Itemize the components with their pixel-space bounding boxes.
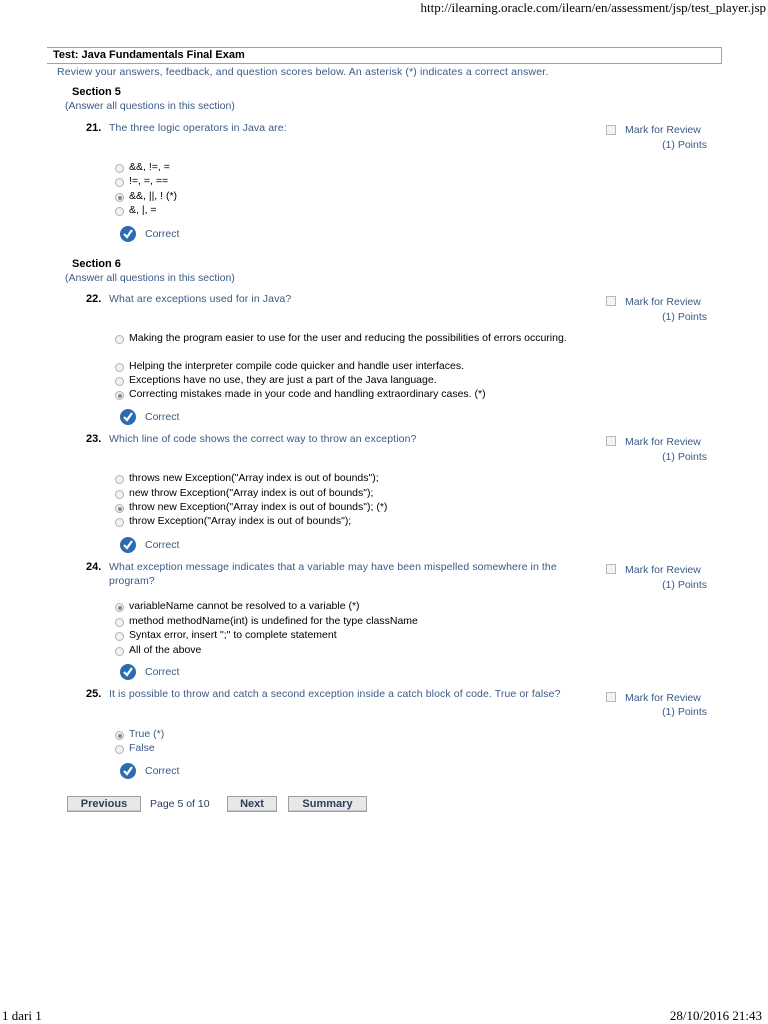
option-label: Syntax error, insert ";" to complete statement: [129, 629, 337, 641]
option-radio[interactable]: [115, 475, 124, 484]
correct-check-icon: [120, 664, 136, 680]
question-text: It is possible to throw and catch a second exception inside a catch block of code. True or false?: [109, 688, 561, 700]
option-label: &&, !=, =: [129, 161, 170, 173]
section-title: Section 5: [72, 86, 121, 98]
result-label: Correct: [145, 539, 180, 551]
question-number: 24.: [86, 561, 102, 573]
option-label: throw new Exception("Array index is out of bounds"); (*): [129, 501, 388, 513]
option-radio[interactable]: [115, 518, 124, 527]
question-text: Which line of code shows the correct way to throw an exception?: [109, 433, 417, 445]
exam-intro: Review your answers, feedback, and question scores below. An asterisk (*) indicates a correct answer.: [57, 66, 549, 78]
result-label: Correct: [145, 228, 180, 240]
option-radio-selected[interactable]: [115, 193, 124, 202]
option-radio[interactable]: [115, 207, 124, 216]
option-label: throw Exception("Array index is out of bounds");: [129, 515, 352, 527]
option-radio[interactable]: [115, 647, 124, 656]
result-label: Correct: [145, 411, 180, 423]
option-radio-selected[interactable]: [115, 391, 124, 400]
question-points: (1) Points: [662, 311, 707, 323]
exam-title-bar: [47, 47, 722, 64]
option-radio[interactable]: [115, 335, 124, 344]
correct-check-icon: [120, 537, 136, 553]
summary-button[interactable]: Summary: [288, 796, 367, 812]
question-text: What exception message indicates that a variable may have been mispelled somewhere in the program?: [109, 561, 557, 587]
question-points: (1) Points: [662, 706, 707, 718]
question-points: (1) Points: [662, 451, 707, 463]
question-points: (1) Points: [662, 579, 707, 591]
option-label: Making the program easier to use for the user and reducing the possibilities of errors occuring.: [129, 332, 567, 344]
correct-check-icon: [120, 409, 136, 425]
option-label: All of the above: [129, 644, 202, 656]
option-radio[interactable]: [115, 618, 124, 627]
option-radio[interactable]: [115, 745, 124, 754]
option-radio[interactable]: [115, 363, 124, 372]
exam-title: Test: Java Fundamentals Final Exam: [53, 49, 245, 61]
mark-for-review-checkbox[interactable]: [606, 692, 616, 702]
option-label: False: [129, 742, 155, 754]
option-radio-selected[interactable]: [115, 504, 124, 513]
option-radio-selected[interactable]: [115, 603, 124, 612]
mark-for-review-label: Mark for Review: [625, 296, 701, 308]
option-label: &, |, =: [129, 204, 157, 216]
mark-for-review-checkbox[interactable]: [606, 564, 616, 574]
option-radio[interactable]: [115, 178, 124, 187]
result-label: Correct: [145, 765, 180, 777]
previous-button[interactable]: Previous: [67, 796, 141, 812]
print-datetime: 28/10/2016 21:43: [669, 1008, 762, 1023]
correct-check-icon: [120, 763, 136, 779]
mark-for-review-label: Mark for Review: [625, 692, 701, 704]
section-title: Section 6: [72, 258, 121, 270]
mark-for-review-checkbox[interactable]: [606, 125, 616, 135]
page-url: http://ilearning.oracle.com/ilearn/en/assessment/jsp/test_player.jsp: [420, 0, 766, 15]
option-label: new throw Exception("Array index is out of bounds");: [129, 487, 374, 499]
question-text: What are exceptions used for in Java?: [109, 293, 292, 305]
option-label: &&, ||, ! (*): [129, 190, 178, 202]
option-radio[interactable]: [115, 164, 124, 173]
question-number: 22.: [86, 293, 102, 305]
correct-check-icon: [120, 226, 136, 242]
mark-for-review-label: Mark for Review: [625, 564, 701, 576]
next-button[interactable]: Next: [227, 796, 277, 812]
page-indicator: Page 5 of 10: [150, 798, 210, 810]
question-points: (1) Points: [662, 139, 707, 151]
option-label: Helping the interpreter compile code quicker and handle user interfaces.: [129, 360, 465, 372]
mark-for-review-label: Mark for Review: [625, 124, 701, 136]
option-label: !=, =, ==: [129, 175, 169, 187]
option-label: throws new Exception("Array index is out of bounds");: [129, 472, 379, 484]
print-page-count: 1 dari 1: [2, 1008, 42, 1023]
section-subtitle: (Answer all questions in this section): [65, 272, 235, 284]
question-number: 23.: [86, 433, 102, 445]
option-radio[interactable]: [115, 490, 124, 499]
option-label: Exceptions have no use, they are just a part of the Java language.: [129, 374, 437, 386]
option-radio[interactable]: [115, 632, 124, 641]
option-label: True (*): [129, 728, 165, 740]
question-number: 21.: [86, 122, 102, 134]
question-text: The three logic operators in Java are:: [109, 122, 287, 134]
result-label: Correct: [145, 666, 180, 678]
option-radio-selected[interactable]: [115, 731, 124, 740]
option-label: Correcting mistakes made in your code and handling extraordinary cases. (*): [129, 388, 486, 400]
section-subtitle: (Answer all questions in this section): [65, 100, 235, 112]
option-label: variableName cannot be resolved to a variable (*): [129, 600, 360, 612]
mark-for-review-checkbox[interactable]: [606, 436, 616, 446]
mark-for-review-checkbox[interactable]: [606, 296, 616, 306]
option-radio[interactable]: [115, 377, 124, 386]
mark-for-review-label: Mark for Review: [625, 436, 701, 448]
question-number: 25.: [86, 688, 102, 700]
option-label: method methodName(int) is undefined for the type className: [129, 615, 418, 627]
